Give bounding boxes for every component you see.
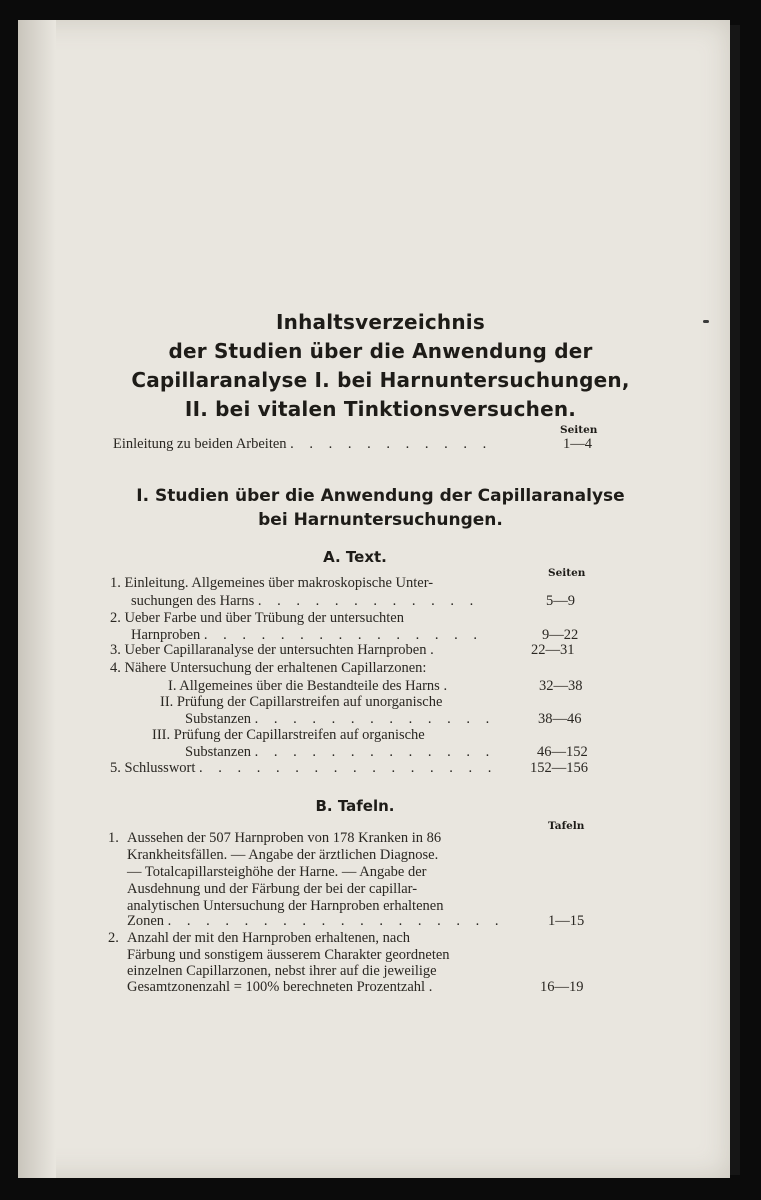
tafel-item-1-number: 1. (108, 830, 119, 846)
toc-item-dots: . . . . . . . . . . . . . . . (203, 627, 484, 643)
title-line-3: Capillaranalyse I. bei Harnuntersuchungen, (131, 368, 630, 392)
toc-item-line: suchungen des Harns (131, 593, 255, 609)
tafel-item-2-line: einzelnen Capillarzonen, nebst ihrer auf die jeweilige (127, 963, 437, 979)
toc-item-line: Harnproben (131, 627, 201, 643)
intro-dots: . . . . . . . . . . . (290, 436, 493, 452)
toc-item-dots: . (430, 642, 434, 658)
title-line-4: II. bei vitalen Tinktionsversuchen. (184, 397, 577, 421)
toc-item-3-pages: 22—31 (531, 642, 575, 658)
toc-item-4-ii-pages: 38—46 (538, 711, 582, 727)
toc-item-line: Ueber Farbe und über Trübung der untersuchten (124, 610, 404, 626)
section-1-heading-line-1: I. Studien über die Anwendung der Capillaranalyse (136, 486, 625, 506)
toc-item-number: I. (168, 678, 177, 694)
tafel-item-2-line: Anzahl der mit den Harnproben erhaltenen, nach (127, 930, 411, 946)
toc-item-4-i-pages: 32—38 (539, 678, 583, 694)
page-spine-shadow (18, 20, 56, 1178)
toc-item-line: Prüfung der Capillarstreifen auf unorganische (176, 694, 443, 710)
toc-item-dots: . (443, 678, 448, 694)
book-edge (730, 25, 740, 1175)
tafel-item-2-last-line (127, 979, 432, 996)
tafel-item-2-line: Färbung und sonstigem äusserem Charakter geordneten (127, 947, 450, 963)
toc-item-1-cont (131, 593, 479, 610)
toc-item-2 (110, 610, 404, 627)
toc-item-4-ii-cont (185, 711, 495, 728)
toc-item-4-ii (160, 694, 442, 711)
tafel-item-2-line: Gesamtzonenzahl = 100% berechneten Prozentzahl (127, 979, 426, 995)
tafel-item-1-last-line (127, 913, 505, 930)
toc-item-number: 3. (110, 642, 121, 658)
tafel-item-1-line: Ausdehnung und der Färbung der bei der capillar- (127, 881, 418, 897)
tafel-item-1-line: Zonen (127, 913, 165, 929)
tafel-item-2-pages: 16—19 (540, 979, 584, 995)
toc-item-number: 4. (110, 660, 121, 676)
toc-item-number: 5. (110, 760, 121, 776)
section-1-heading-line-2: bei Harnuntersuchungen. (258, 510, 503, 530)
tafel-item-1-line: Krankheitsfällen. — Angabe der ärztlichen Diagnose. (127, 847, 439, 863)
toc-item-5 (110, 760, 497, 777)
toc-item-5-pages: 152—156 (530, 760, 588, 776)
toc-item-dots: . . . . . . . . . . . . . (254, 711, 496, 727)
toc-item-4-i (168, 678, 447, 695)
toc-item-line: Nähere Untersuchung der erhaltenen Capillarzonen: (124, 660, 427, 676)
toc-item-dots: . . . . . . . . . . . . . . . . (199, 760, 498, 776)
intro-seiten-header: Seiten (560, 424, 598, 436)
intro-entry (113, 436, 492, 453)
toc-item-4-iii-cont (185, 744, 495, 761)
toc-item-3 (110, 642, 434, 659)
toc-item-dots: . . . . . . . . . . . . . (254, 744, 496, 760)
text-a-heading: A. Text. (323, 548, 387, 566)
toc-item-line: Allgemeines über die Bestandteile des Harns (179, 678, 440, 694)
tafel-item-1-line: analytischen Untersuchung der Harnproben erhaltenen (127, 898, 444, 914)
toc-item-line: Substanzen (185, 744, 252, 760)
tafel-item-1-pages: 1—15 (548, 913, 585, 929)
toc-item-line: Einleitung. Allgemeines über makroskopische Unter- (124, 575, 434, 591)
toc-item-number: III. (152, 727, 171, 743)
tafel-item-2-number: 2. (108, 930, 119, 946)
toc-item-4-iii (152, 727, 425, 744)
tafeln-b-heading: B. Tafeln. (315, 797, 395, 815)
title-line-1: Inhaltsverzeichnis (276, 310, 485, 334)
section-1-heading (0, 484, 761, 532)
tafeln-header: Tafeln (548, 820, 585, 832)
toc-item-dots: . (428, 979, 433, 995)
toc-item-dots: . . . . . . . . . . . . (257, 593, 480, 609)
toc-item-1 (110, 575, 433, 592)
intro-label: Einleitung zu beiden Arbeiten (113, 436, 287, 452)
tafel-item-1-line: Aussehen der 507 Harnproben von 178 Kranken in 86 (127, 830, 442, 846)
toc-title (0, 308, 761, 424)
toc-item-dots: . . . . . . . . . . . . . . . . . . (167, 913, 505, 929)
toc-item-4 (110, 660, 426, 677)
intro-pages: 1—4 (563, 436, 592, 452)
title-line-2: der Studien über die Anwendung der (168, 339, 593, 363)
toc-item-line: Schlusswort (124, 760, 196, 776)
text-a-seiten-header: Seiten (548, 567, 586, 579)
toc-item-number: II. (160, 694, 174, 710)
toc-item-4-iii-pages: 46—152 (537, 744, 588, 760)
toc-item-number: 2. (110, 610, 121, 626)
toc-item-1-pages: 5—9 (546, 593, 575, 609)
toc-item-line: Substanzen (185, 711, 252, 727)
toc-item-line: Ueber Capillaranalyse der untersuchten Harnproben (124, 642, 427, 658)
toc-item-number: 1. (110, 575, 121, 591)
toc-item-line: Prüfung der Capillarstreifen auf organische (173, 727, 425, 743)
tafel-item-1-line: — Totalcapillarsteighöhe der Harne. — Angabe der (127, 864, 427, 880)
toc-item-2-pages: 9—22 (542, 627, 579, 643)
